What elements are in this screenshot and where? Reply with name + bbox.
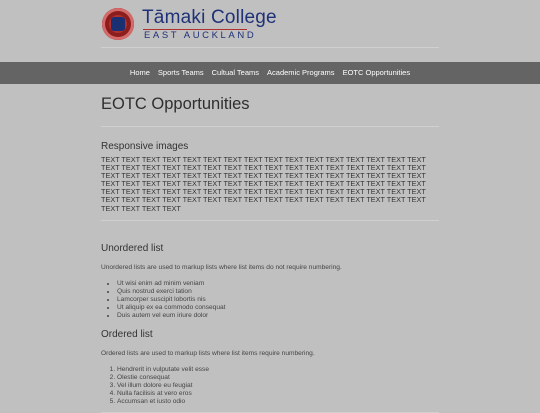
- site-header: [0, 0, 540, 62]
- ordered-list: [101, 366, 439, 406]
- nav-link-eotc-opportunities[interactable]: EOTC Opportunities: [342, 68, 411, 77]
- unordered-list-description: Unordered lists are used to markup lists where list items do not require numbering.: [101, 263, 342, 271]
- college-crest-icon[interactable]: [102, 8, 134, 40]
- unordered-list: [101, 280, 439, 320]
- responsive-images-text: TEXT TEXT TEXT TEXT TEXT TEXT TEXT TEXT TEXT TEXT TEXT TEXT TEXT TEXT TEXT TEXT TEXT TEXT TEXT TEXT TEXT TEXT TEXT TEXT TEXT TEXT TEXT TEXT TEXT TEXT TEXT TEXT TEXT TEXT TEXT TEXT TEXT TEXT TEXT TEXT TEXT TEXT TEXT TEXT TEXT TEXT TEXT TEXT TEXT TEXT TEXT TEXT TEXT TEXT TEXT TEXT TEXT TEXT TEXT TEXT TEXT TEXT TEXT TEXT TEXT TEXT TEXT TEXT TEXT TEXT TEXT TEXT TEXT TEXT TEXT TEXT TEXT TEXT TEXT TEXT TEXT TEXT TEXT TEXT TEXT TEXT TEXT TEXT TEXT TEXT TEXT TEXT TEXT TEXT TEXT TEXT TEXT TEXT TEXT TEXT: [101, 156, 439, 221]
- nav-link-cultural-teams[interactable]: Cultual Teams: [211, 68, 260, 77]
- list-item: • Ut wisi enim ad minim veniam: [117, 280, 439, 288]
- ordered-list-description: Ordered lists are used to markup lists where list items require numbering.: [101, 349, 315, 357]
- unordered-list-heading: Unordered list: [101, 242, 164, 254]
- logo-title[interactable]: Tāmaki College: [142, 7, 277, 28]
- list-item: 3. Vel illum dolore eu feugiat: [117, 382, 439, 390]
- nav-link-academic-programs[interactable]: Academic Programs: [267, 68, 335, 77]
- responsive-images-heading: Responsive images: [101, 141, 189, 152]
- list-item: • Lamcorper suscipit lobortis nis: [117, 296, 439, 304]
- page-title: EOTC Opportunities: [101, 92, 439, 127]
- list-item: 1. Hendrerit in vulputate velit esse: [117, 366, 439, 374]
- ordered-list-heading: Ordered list: [101, 328, 153, 340]
- nav-link-sports-teams[interactable]: Sports Teams: [157, 68, 204, 77]
- logo-subtitle: EAST AUCKLAND: [144, 30, 257, 41]
- list-item: 2. Olestie consequat: [117, 374, 439, 382]
- main-navbar: [0, 62, 540, 84]
- list-item: 5. Accumsan et iusto odio: [117, 398, 439, 406]
- header-divider: [101, 47, 439, 48]
- list-item: 4. Nulla facilisis at vero eros: [117, 390, 439, 398]
- main-content: [101, 92, 439, 413]
- list-item: • Ut aliquip ex ea commodo consequat: [117, 304, 439, 312]
- list-item: • Quis nostrud exerci tation: [117, 288, 439, 296]
- nav-link-home[interactable]: Home: [129, 68, 150, 77]
- list-item: • Duis autem vel eum iriure dolor: [117, 312, 439, 320]
